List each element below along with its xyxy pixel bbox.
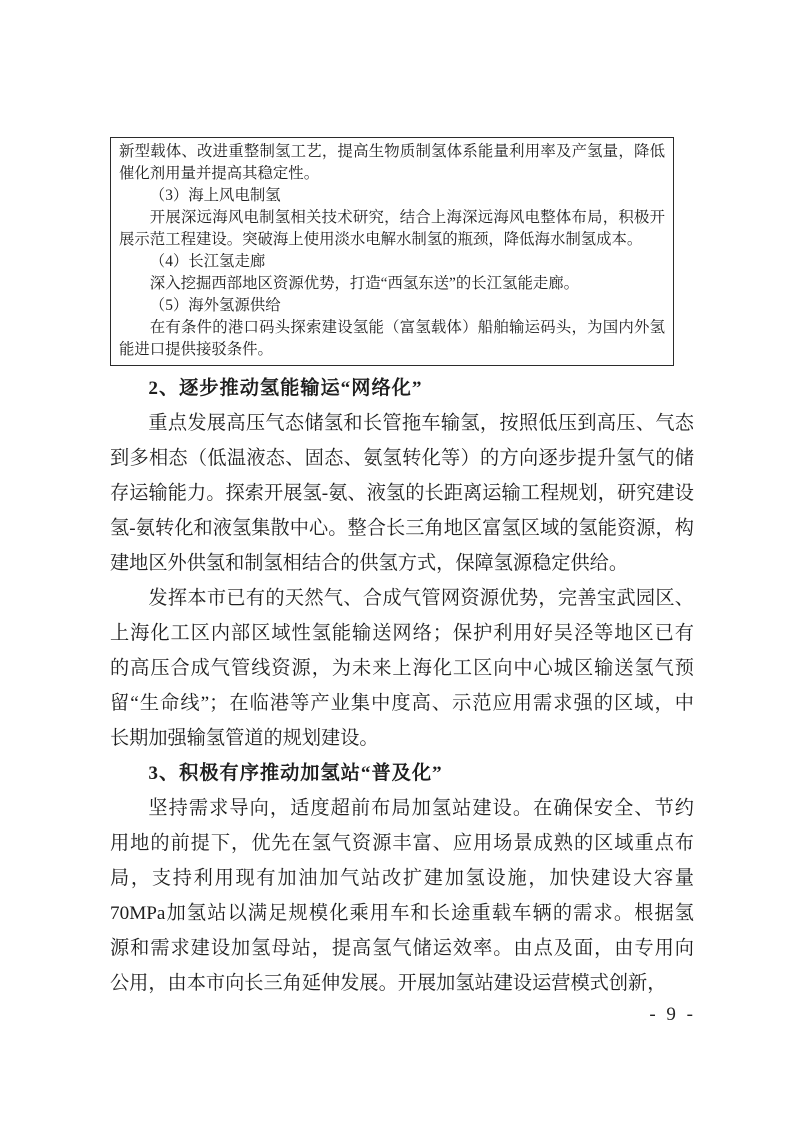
- text-line: 局，支持利用现有加油加气站改扩建加氢设施，加快建设大容量: [110, 868, 694, 889]
- text-line: 深入挖掘西部地区资源优势，打造“西氢东送”的长江氢能走廊。: [149, 275, 580, 292]
- section-heading-2: 2、逐步推动氢能输运“网络化”: [148, 378, 423, 399]
- text-line: 坚持需求导向，适度超前布局加氢站建设。在确保安全、节约: [148, 798, 694, 819]
- callout-box: [110, 137, 674, 366]
- text-line: 公用，由本市向长三角延伸发展。开展加氢站建设运营模式创新，: [110, 973, 667, 994]
- text-line: 源和需求建设加氢母站，提高氢气储运效率。由点及面，由专用向: [110, 938, 694, 959]
- body-text: [110, 371, 694, 1001]
- text-line: 70MPa加氢站以满足规模化乘用车和长途重载车辆的需求。根据氢: [110, 903, 694, 924]
- text-line: 上海化工区内部区域性氢能输送网络；保护利用好吴泾等地区已有: [110, 623, 694, 644]
- text-line: 开展深远海风电制氢相关技术研究，结合上海深远海风电整体布局，积极开: [149, 209, 665, 226]
- text-line: 催化剂用量并提高其稳定性。: [119, 165, 320, 182]
- text-line: 新型载体、改进重整制氢工艺，提高生物质制氢体系能量利用率及产氢量，降低: [119, 143, 665, 160]
- text-line: 氢-氨转化和液氢集散中心。整合长三角地区富氢区域的氢能资源，构: [110, 518, 694, 539]
- text-line: 到多相态（低温液态、固态、氨氢转化等）的方向逐步提升氢气的储: [110, 448, 694, 469]
- text-line: （3）海上风电制氢: [149, 187, 281, 204]
- text-line: 建地区外供氢和制氢相结合的供氢方式，保障氢源稳定供给。: [110, 553, 629, 574]
- text-line: 能进口提供接驳条件。: [119, 341, 273, 358]
- page-number: - 9 -: [649, 1004, 696, 1025]
- text-line: 发挥本市已有的天然气、合成气管网资源优势，完善宝武园区、: [148, 588, 694, 609]
- paragraph-transport-2: [110, 581, 694, 756]
- text-line: 长期加强输氢管道的规划建设。: [110, 728, 379, 749]
- text-line: 重点发展高压气态储氢和长管拖车输氢，按照低压到高压、气态: [148, 413, 694, 434]
- text-line: 的高压合成气管线资源，为未来上海化工区向中心城区输送氢气预: [110, 658, 694, 679]
- text-line: 留“生命线”；在临港等产业集中度高、示范应用需求强的区域，中: [110, 693, 694, 714]
- paragraph-stations-1: [110, 791, 694, 1001]
- section-heading-3: 3、积极有序推动加氢站“普及化”: [148, 763, 443, 784]
- paragraph-transport-1: [110, 406, 694, 581]
- text-line: （5）海外氢源供给: [149, 297, 281, 314]
- text-line: （4）长江氢走廊: [149, 253, 266, 270]
- text-line: 在有条件的港口码头探索建设氢能（富氢载体）船舶输运码头，为国内外氢: [149, 319, 665, 336]
- text-line: 展示范工程建设。突破海上使用淡水电解水制氢的瓶颈，降低海水制氢成本。: [119, 231, 643, 248]
- text-line: 用地的前提下，优先在氢气资源丰富、应用场景成熟的区域重点布: [110, 833, 694, 854]
- text-line: 存运输能力。探索开展氢-氨、液氢的长距离运输工程规划，研究建设: [110, 483, 694, 504]
